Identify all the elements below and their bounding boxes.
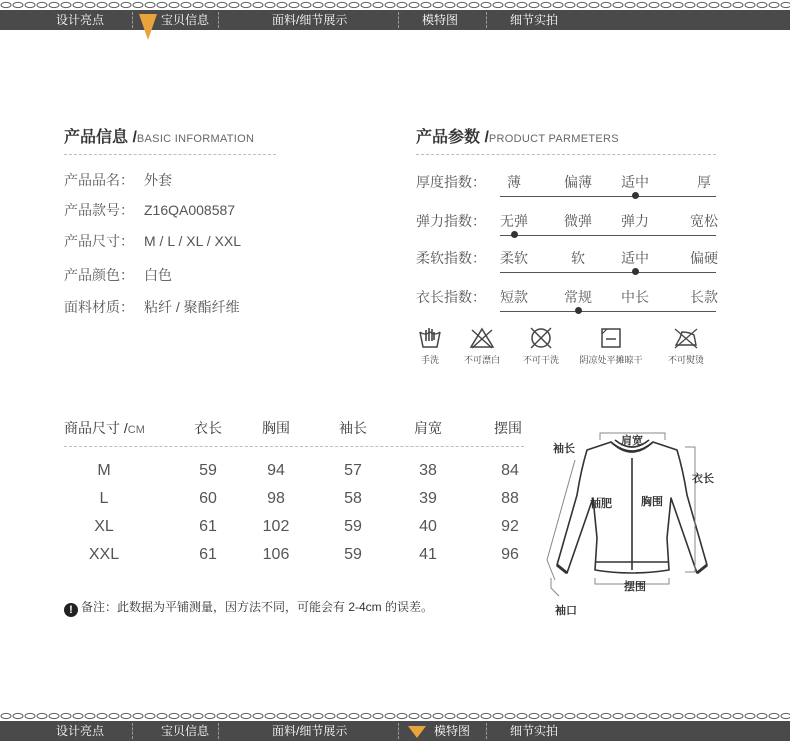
param-label: 厚度指数： — [416, 174, 486, 190]
size-table-cell: 96 — [501, 546, 519, 563]
size-table-size-cell: L — [99, 490, 109, 507]
size-table-cell: 61 — [199, 518, 217, 535]
param-row — [416, 172, 716, 202]
nav-item-details[interactable]: 细节实拍 — [510, 724, 559, 738]
param-option: 弹力 — [621, 213, 649, 229]
info-row-color: 产品颜色： 白色 — [64, 267, 172, 283]
param-row — [416, 287, 716, 317]
info-row-style-number: 产品款号： Z16QA008587 — [64, 202, 236, 218]
care-flat-dry: 阴凉处平摊晾干 — [576, 326, 646, 366]
size-table-cell: 102 — [262, 518, 290, 535]
diagram-label-sleeve-length: 袖长 — [553, 443, 575, 455]
nav-active-pointer-icon — [408, 725, 426, 737]
param-scale-line — [500, 196, 716, 197]
basic-info-title-en: BASIC INFORMATION — [136, 133, 255, 145]
param-option: 偏薄 — [564, 174, 592, 190]
basic-info-title: 产品信息 /BASIC INFORMATION — [64, 129, 255, 146]
param-option: 微弹 — [564, 213, 592, 229]
nav-separator — [132, 12, 133, 28]
param-option: 厚 — [697, 174, 711, 190]
nav-item-details[interactable]: 细节实拍 — [510, 13, 559, 27]
size-table-cell: 61 — [199, 546, 217, 563]
bottom-nav — [0, 711, 790, 741]
nav-item-design[interactable]: 设计亮点 — [56, 724, 105, 738]
info-row-size: 产品尺寸： M / L / XL / XXL — [64, 233, 242, 249]
size-table-cell: 58 — [344, 490, 362, 507]
param-option: 软 — [571, 250, 585, 266]
param-option: 无弹 — [500, 213, 528, 229]
size-table-cell: 41 — [419, 546, 437, 563]
param-option: 中长 — [621, 289, 649, 305]
size-table-header: 肩宽 — [414, 420, 442, 436]
diagram-label-chest: 胸围 — [641, 496, 663, 508]
care-no-bleach: 不可漂白 — [447, 326, 517, 366]
nav-item-product-info[interactable]: 宝贝信息 — [161, 724, 210, 738]
no-dry-clean-icon — [528, 326, 554, 350]
param-label: 弹力指数： — [416, 213, 486, 229]
warning-icon: ! — [64, 603, 78, 617]
nav-item-product-info[interactable]: 宝贝信息 — [161, 13, 210, 27]
size-table-cell: 39 — [419, 490, 437, 507]
param-option: 柔软 — [500, 250, 528, 266]
nav-separator — [398, 723, 399, 739]
param-selected-dot — [575, 307, 582, 314]
params-title-en: PRODUCT PARMETERS — [488, 133, 619, 145]
diagram-label-cuff: 袖口 — [555, 605, 577, 617]
divider — [416, 154, 716, 155]
size-table-header-size: 商品尺寸 /CM — [64, 420, 145, 436]
chain-border — [0, 0, 790, 10]
param-scale-line — [500, 311, 716, 312]
hand-wash-icon — [417, 326, 443, 350]
params-title: 产品参数 /PRODUCT PARMETERS — [416, 129, 619, 146]
param-scale-line — [500, 272, 716, 273]
param-option: 宽松 — [690, 213, 718, 229]
size-table-cell: 59 — [199, 462, 217, 479]
nav-bar-bg — [0, 721, 790, 741]
size-table-size-cell: XXL — [88, 546, 120, 563]
chain-border — [0, 711, 790, 721]
param-label: 衣长指数： — [416, 289, 486, 305]
param-option: 偏硬 — [690, 250, 718, 266]
nav-bar-bg — [0, 10, 790, 30]
param-selected-dot — [632, 192, 639, 199]
size-table-cell: 57 — [344, 462, 362, 479]
measurement-note: ! 备注：此数据为平铺测量，因方法不同，可能会有 2-4cm 的误差。 — [64, 598, 433, 617]
param-selected-dot — [511, 231, 518, 238]
diagram-label-sleeve-width: 袖肥 — [590, 498, 612, 510]
size-table-cell: 88 — [501, 490, 519, 507]
size-table-size-cell: M — [97, 462, 111, 479]
info-row-material: 面料材质： 粘纤 / 聚酯纤维 — [64, 299, 240, 315]
param-scale-line — [500, 235, 716, 236]
nav-item-fabric[interactable]: 面料/细节展示 — [272, 724, 348, 738]
diagram-label-body-length: 衣长 — [692, 473, 714, 485]
param-selected-dot — [632, 268, 639, 275]
param-option: 薄 — [507, 174, 521, 190]
param-option: 常规 — [564, 289, 592, 305]
size-table-header: 摆围 — [494, 420, 522, 436]
size-table-cell: 94 — [267, 462, 285, 479]
nav-separator — [218, 12, 219, 28]
size-table-cell: 106 — [262, 546, 290, 563]
diagram-label-hem: 摆围 — [624, 581, 646, 593]
no-iron-icon — [671, 326, 701, 350]
size-table-cell: 59 — [344, 518, 362, 535]
param-option: 适中 — [621, 174, 649, 190]
nav-separator — [132, 723, 133, 739]
size-table-cell: 60 — [199, 490, 217, 507]
param-row — [416, 211, 716, 241]
care-no-iron: 不可熨烫 — [651, 326, 721, 366]
nav-item-design[interactable]: 设计亮点 — [56, 13, 105, 27]
care-no-dry-clean: 不可干洗 — [506, 326, 576, 366]
diagram-label-shoulder: 肩宽 — [621, 435, 643, 447]
divider — [64, 154, 276, 155]
nav-separator — [398, 12, 399, 28]
nav-item-fabric[interactable]: 面料/细节展示 — [272, 13, 348, 27]
param-label: 柔软指数： — [416, 250, 486, 266]
nav-item-model[interactable]: 模特图 — [422, 13, 459, 27]
size-table-cell: 92 — [501, 518, 519, 535]
nav-separator — [486, 723, 487, 739]
size-table-header: 袖长 — [339, 420, 367, 436]
info-row-name: 产品品名： 外套 — [64, 172, 172, 188]
param-option: 长款 — [690, 289, 718, 305]
param-option: 适中 — [621, 250, 649, 266]
nav-active-pointer-icon — [139, 14, 157, 40]
size-table-cell: 84 — [501, 462, 519, 479]
param-option: 短款 — [500, 289, 528, 305]
nav-separator — [486, 12, 487, 28]
size-table-cell: 38 — [419, 462, 437, 479]
nav-item-model[interactable]: 模特图 — [434, 724, 471, 738]
care-hand-wash: 手洗 — [395, 326, 465, 366]
size-table-cell: 40 — [419, 518, 437, 535]
param-row — [416, 248, 716, 278]
flat-dry-shade-icon — [598, 326, 624, 350]
no-bleach-icon — [468, 326, 496, 350]
size-table-header: 胸围 — [262, 420, 290, 436]
size-table-cell: 59 — [344, 546, 362, 563]
nav-separator — [218, 723, 219, 739]
size-table-header: 衣长 — [194, 420, 222, 436]
size-table-cell: 98 — [267, 490, 285, 507]
divider — [64, 446, 524, 447]
top-nav — [0, 0, 790, 30]
size-table-size-cell: XL — [94, 518, 114, 535]
